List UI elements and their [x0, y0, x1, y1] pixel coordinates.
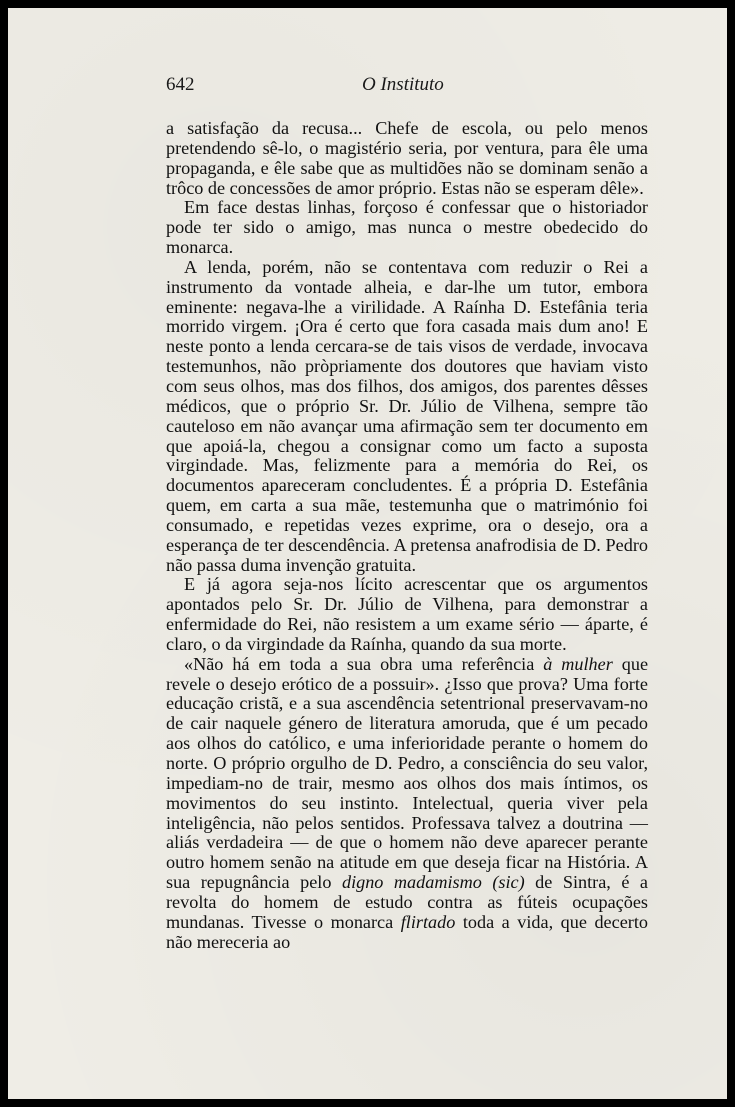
italic-text: flirtado [400, 911, 456, 932]
text-run: E já agora seja-nos lícito acrescentar que os argumentos apontados pelo Sr. Dr. Júlio de Vilhena, para demonstrar a enfermidade do Rei, não resistem a um exame sério — áparte, é claro, o da virgindade da Raínha, quando da sua morte. [166, 574, 648, 654]
text-run: toda a vida, que decerto não mereceria ao [166, 911, 648, 952]
text-run: A lenda, porém, não se contentava com reduzir o Rei a instrumento da vontade alheia, e dar-lhe um tutor, embora eminente: negava-lhe a virilidade. A Raínha D. Estefânia teria morrido virgem. ¡Ora é certo que fora casada mais dum ano! E neste ponto a lenda cercara-se de tais visos de verdade, invocava testemunhos, não pròpriamente dos doutores que haviam visto com seus olhos, mas dos filhos, dos amigos, dos parentes dêsses médicos, que o próprio Sr. Dr. Júlio de Vilhena, sempre tão cauteloso em não avançar uma afirmação sem ter documento em que apoiá-la, chegou a consignar como um facto a suposta virgindade. Mas, felizmente para a memória do Rei, os documentos apareceram concludentes. É a própria D. Estefânia quem, em carta a sua mãe, testemunha que o matrimónio foi consumado, e repetidas vezes exprime, ora o desejo, ora a esperança de ter descendência. A pretensa anafrodisia de D. Pedro não passa duma invenção gratuita. [166, 256, 648, 575]
page-number: 642 [166, 74, 195, 95]
paragraph [166, 198, 648, 258]
text-run: de Sintra, é a revolta do homem de estudo contra as fúteis ocupações mundanas. Tivesse o monarca [166, 872, 648, 932]
italic-text: digno madamismo (sic) [341, 872, 525, 893]
text-run: que revele o desejo erótico de a possuir». ¿Isso que prova? Uma forte educação cristã, e a sua ascendência setentrional preservavam-no de cair naquele género de literatura amoruda, que é um pecado aos olhos do católico, e uma inferioridade perante o homem do norte. O próprio orgulho de D. Pedro, a consciência do seu valor, impediam-no de trair, mesmo aos olhos dos mais íntimos, os movimentos do seu instinto. Intelectual, queria viver pela inteligência, não pelos sentidos. Professava talvez a doutrina — aliás verdadeira — de que o homem não deve aparecer perante outro homem senão na atitude em que deseja ficar na História. A sua repugnância pelo [166, 653, 649, 893]
body-text [166, 119, 648, 952]
paragraph [166, 575, 648, 654]
paragraph [166, 655, 648, 953]
paragraph [166, 258, 648, 576]
text-run: Em face destas linhas, forçoso é confessar que o historiador pode ter sido o amigo, mas nunca o mestre obedecido do monarca. [166, 197, 648, 258]
running-title: O Instituto [362, 74, 444, 95]
italic-text: à mulher [543, 653, 613, 674]
page-header [166, 74, 648, 104]
paragraph [166, 119, 648, 198]
text-run: «Não há em toda a sua obra uma referência [184, 653, 544, 674]
book-page [8, 8, 727, 1099]
text-run: a satisfação da recusa... Chefe de escola, ou pelo menos pretendendo sê-lo, o magistério seria, por ventura, para êle uma propaganda, e êle sabe que as multidões não se dominam senão a trôco de concessões de amor próprio. Estas não se esperam dêle». [166, 118, 648, 198]
